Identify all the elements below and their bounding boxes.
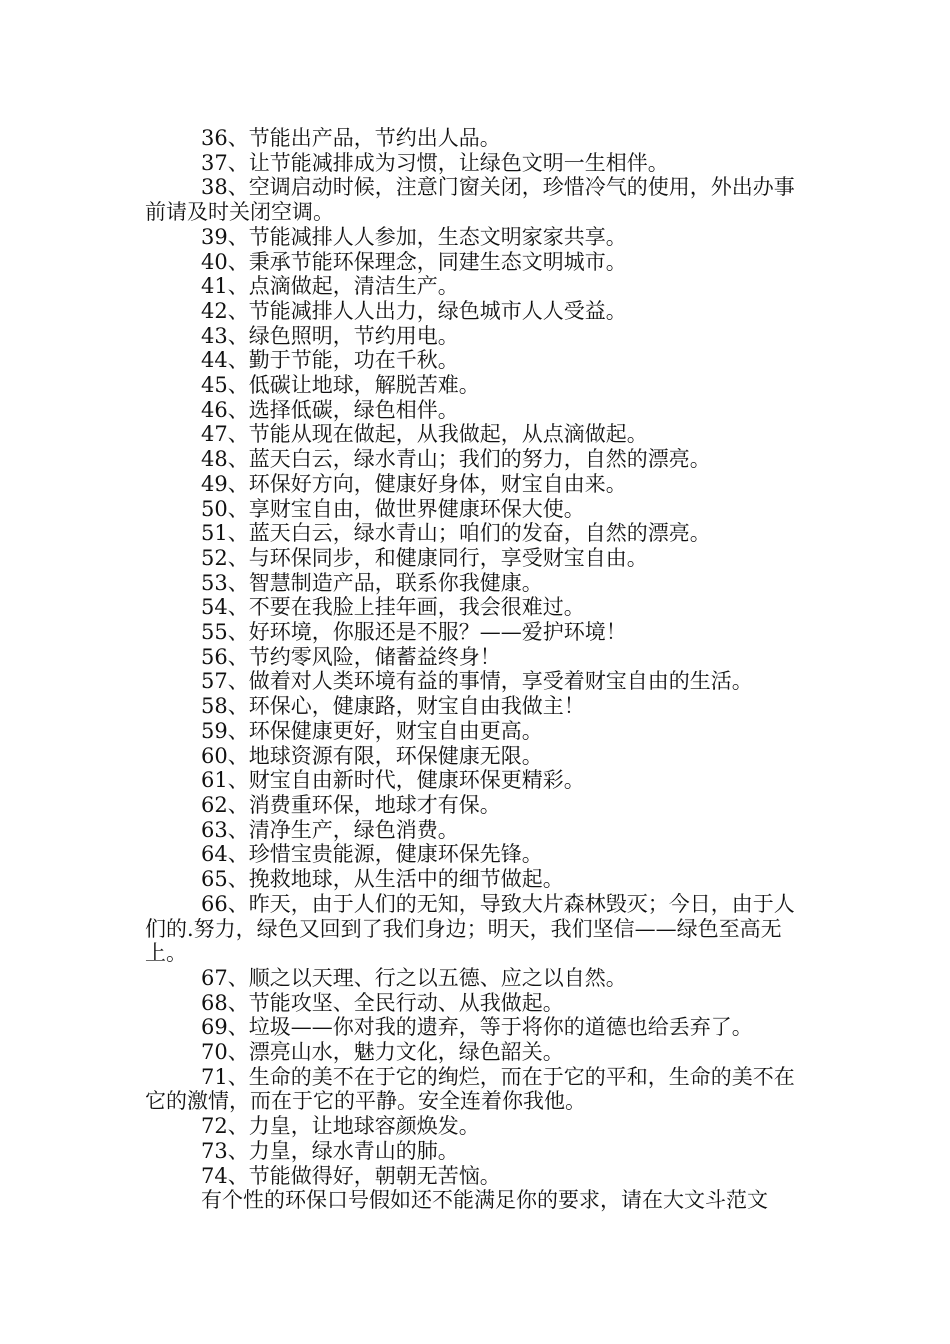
slogan-73: 73、力皇，绿水青山的肺。 xyxy=(201,1138,459,1163)
closing-paragraph: 有个性的环保口号假如还不能满足你的要求，请在大文斗范文 xyxy=(201,1188,768,1213)
slogan-56: 56、节约零风险，储蓄益终身！ xyxy=(201,644,501,669)
slogan-67: 67、顺之以天理、行之以五德、应之以自然。 xyxy=(201,965,627,990)
slogan-53: 53、智慧制造产品，联系你我健康。 xyxy=(201,570,543,595)
slogan-60: 60、地球资源有限，环保健康无限。 xyxy=(201,743,543,768)
slogan-45: 45、低碳让地球，解脱苦难。 xyxy=(201,373,480,398)
slogan-71: 71、生命的美不在于它的绚烂，而在于它的平和，生命的美不在它的激情，而在于它的平静。安全连着你我他。 xyxy=(145,1064,795,1114)
slogan-61: 61、财宝自由新时代，健康环保更精彩。 xyxy=(201,768,585,793)
slogan-50: 50、享财宝自由，做世界健康环保大使。 xyxy=(201,496,585,521)
slogan-40: 40、秉承节能环保理念，同建生态文明城市。 xyxy=(201,249,627,274)
document-page xyxy=(145,126,810,1213)
slogan-70: 70、漂亮山水，魅力文化，绿色韶关。 xyxy=(201,1040,564,1065)
slogan-72: 72、力皇，让地球容颜焕发。 xyxy=(201,1114,480,1139)
slogan-68: 68、节能攻坚、全民行动、从我做起。 xyxy=(201,990,564,1015)
slogan-66: 66、昨天，由于人们的无知，导致大片森林毁灭；今日，由于人们的.努力，绿色又回到了我们身边；明天，我们坚信——绿色至高无上。 xyxy=(145,891,795,966)
slogan-69: 69、垃圾——你对我的遗弃，等于将你的道德也给丢弃了。 xyxy=(201,1015,753,1040)
slogan-58: 58、环保心，健康路，财宝自由我做主！ xyxy=(201,694,585,719)
slogan-43: 43、绿色照明，节约用电。 xyxy=(201,323,459,348)
slogan-59: 59、环保健康更好，财宝自由更高。 xyxy=(201,718,543,743)
slogan-65: 65、挽救地球，从生活中的细节做起。 xyxy=(201,867,564,892)
slogan-52: 52、与环保同步，和健康同行，享受财宝自由。 xyxy=(201,545,648,570)
slogan-39: 39、节能减排人人参加，生态文明家家共享。 xyxy=(201,224,627,249)
slogan-42: 42、节能减排人人出力，绿色城市人人受益。 xyxy=(201,298,627,323)
slogan-47: 47、节能从现在做起，从我做起，从点滴做起。 xyxy=(201,422,648,447)
slogan-49: 49、环保好方向，健康好身体，财宝自由来。 xyxy=(201,471,627,496)
slogan-46: 46、选择低碳，绿色相伴。 xyxy=(201,397,459,422)
slogan-54: 54、不要在我脸上挂年画，我会很难过。 xyxy=(201,595,585,620)
slogan-51: 51、蓝天白云，绿水青山；咱们的发奋，自然的漂亮。 xyxy=(201,521,711,546)
slogan-57: 57、做着对人类环境有益的事情，享受着财宝自由的生活。 xyxy=(201,669,753,694)
slogan-55: 55、好环境，你服还是不服？——爱护环境！ xyxy=(201,620,627,645)
slogan-37: 37、让节能减排成为习惯，让绿色文明一生相伴。 xyxy=(201,150,669,175)
slogan-74: 74、节能做得好，朝朝无苦恼。 xyxy=(201,1163,501,1188)
slogan-64: 64、珍惜宝贵能源，健康环保先锋。 xyxy=(201,842,543,867)
slogan-44: 44、勤于节能，功在千秋。 xyxy=(201,348,459,373)
slogan-63: 63、清净生产，绿色消费。 xyxy=(201,817,459,842)
slogan-48: 48、蓝天白云，绿水青山；我们的努力，自然的漂亮。 xyxy=(201,447,711,472)
slogan-36: 36、节能出产品，节约出人品。 xyxy=(201,126,501,150)
slogan-38: 38、空调启动时候，注意门窗关闭，珍惜冷气的使用，外出办事前请及时关闭空调。 xyxy=(145,175,795,225)
slogan-41: 41、点滴做起，清洁生产。 xyxy=(201,274,459,299)
slogan-62: 62、消费重环保，地球才有保。 xyxy=(201,792,501,817)
